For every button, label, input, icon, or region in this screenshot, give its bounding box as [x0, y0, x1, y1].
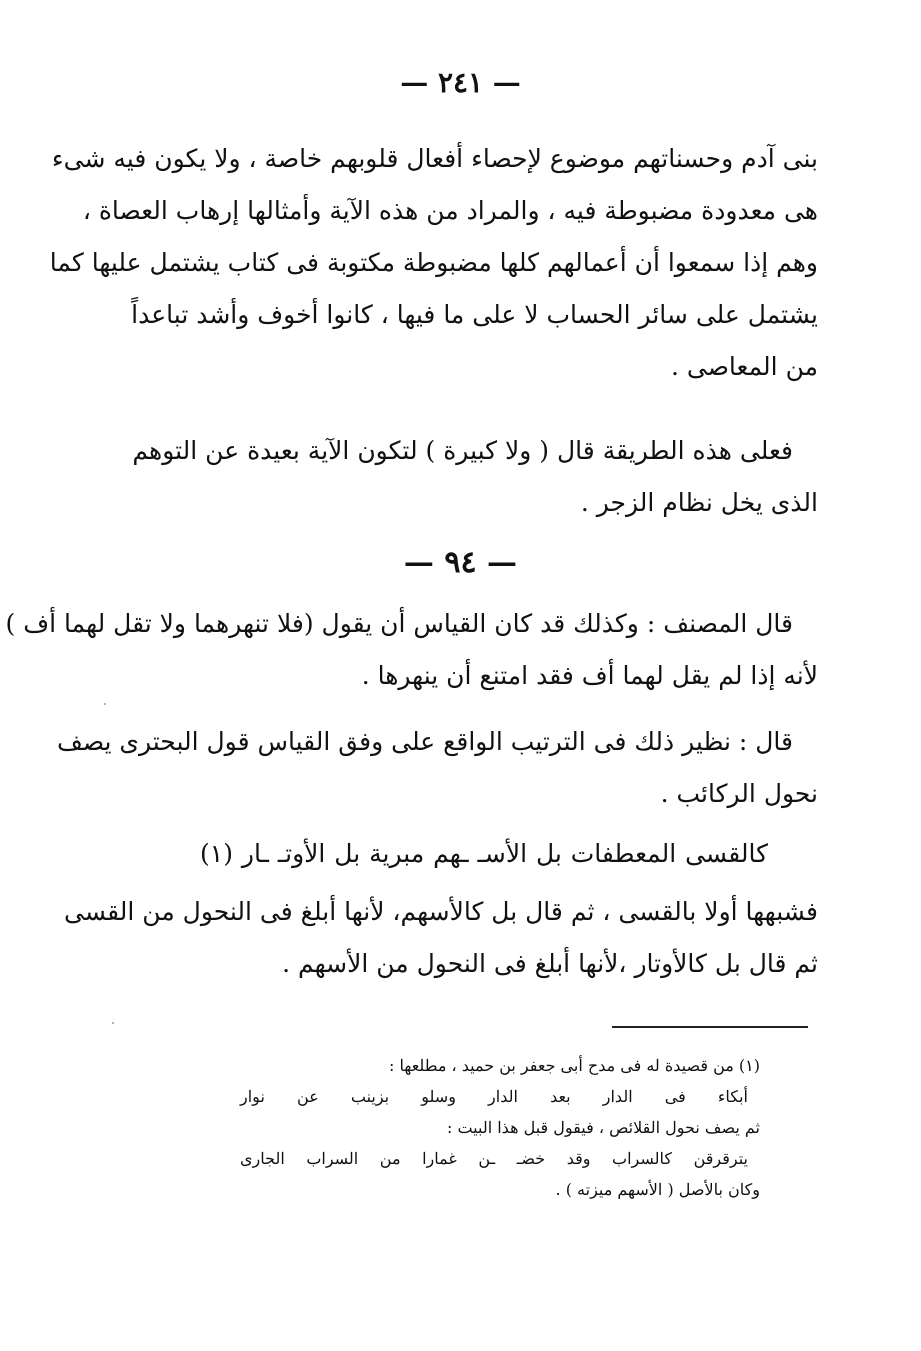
paragraph-2: [132, 425, 818, 529]
text-line: فعلى هذه الطريقة قال ( ولا كبيرة ) لتكون الآية بعيدة عن التوهم: [132, 436, 793, 465]
text-line: يشتمل على سائر الحساب لا على ما فيها ، كانوا أخوف وأشد تباعداً: [131, 300, 818, 329]
text-line: ثم قال بل كالأوتار ،لأنها أبلغ فى النحول من الأسهم .: [282, 949, 818, 978]
paragraph-1: [49, 133, 818, 393]
footnote-line: ثم يصف نحول القلائص ، فيقول قبل هذا البيت :: [446, 1118, 760, 1137]
paragraph-5: [64, 886, 818, 990]
section-number: — ٩٤ —: [403, 545, 518, 580]
text-line: الذى يخل نظام الزجر .: [580, 488, 818, 517]
text-line: لأنه إذا لم يقل لهما أف فقد امتنع أن ينهرها .: [361, 661, 818, 690]
text-line: من المعاصى .: [670, 352, 818, 381]
footnotes: [240, 1050, 760, 1205]
text-line: قال : نظير ذلك فى الترتيب الواقع على وفق القياس قول البحترى يصف: [56, 727, 793, 756]
scan-speck: [104, 703, 106, 705]
text-line: هى معدودة مضبوطة فيه ، والمراد من هذه الآية وأمثالها إرهاب العصاة ،: [82, 196, 818, 225]
poem-verse: [150, 828, 818, 880]
verse-line: كالقسى المعطفات بل الأسـ ـهم مبرية بل الأوتـ ـار (١): [200, 839, 768, 868]
text-line: قال المصنف : وكذلك قد كان القياس أن يقول (فلا تنهرهما ولا تقل لهما أف ): [5, 609, 793, 638]
footnote-line: يترقرقن كالسراب وقد خضـ ـن غمارا من السراب الجارى: [240, 1149, 748, 1168]
text-line: نحول الركائب .: [660, 779, 818, 808]
text-line: بنى آدم وحسناتهم موضوع لإحصاء أفعال قلوبهم خاصة ، ولا يكون فيه شىء: [51, 144, 818, 173]
text-line: فشبهها أولا بالقسى ، ثم قال بل كالأسهم، لأنها أبلغ فى النحول من القسى: [64, 897, 818, 926]
page-number: — ٢٤١ —: [400, 66, 521, 99]
paragraph-3: [5, 598, 818, 702]
footnote-line: (١) من قصيدة له فى مدح أبى جعفر بن حميد ، مطلعها :: [388, 1056, 760, 1075]
footnote-separator: [612, 1026, 808, 1028]
scan-speck: [112, 1022, 114, 1024]
text-line: وهم إذا سمعوا أن أعمالهم كلها مضبوطة مكتوبة فى كتاب يشتمل عليها كما: [49, 248, 818, 277]
paragraph-4: [56, 716, 818, 820]
footnote-line: أبكاء فى الدار بعد الدار وسلو بزينب عن نوار: [240, 1087, 748, 1106]
footnote-line: وكان بالأصل ( الأسهم ميزته ) .: [555, 1180, 760, 1199]
